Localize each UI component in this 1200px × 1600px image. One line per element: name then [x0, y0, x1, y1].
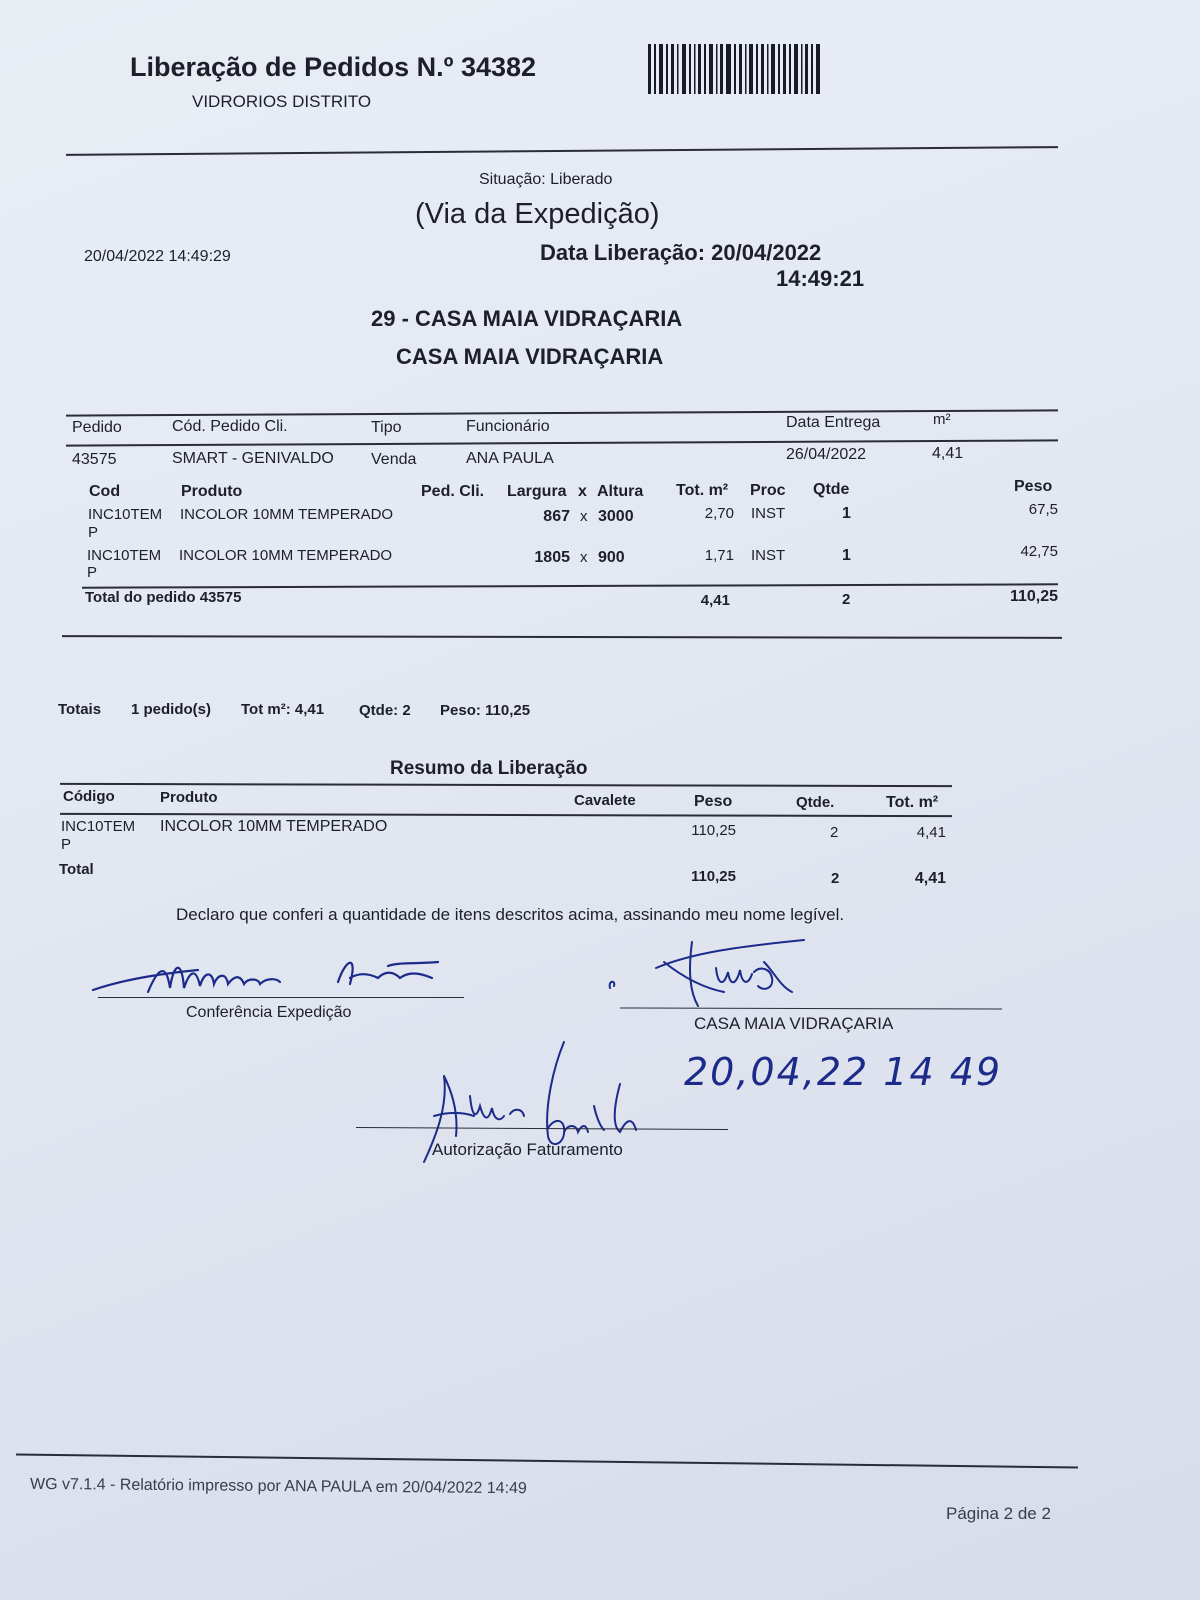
summary-col-cavalete: Cavalete [574, 792, 636, 809]
item-1-cod-cont: P [88, 524, 99, 541]
col-data-entrega: Data Entrega [786, 414, 881, 431]
signature-cliente [604, 922, 834, 1012]
item-1-proc: INST [751, 505, 786, 522]
items-col-tot-m2: Tot. m² [676, 482, 729, 499]
totals-label: Totais [58, 701, 102, 718]
items-col-largura: Largura [507, 483, 567, 500]
item-2-largura: 1805 [534, 549, 570, 566]
item-2-cod-cont: P [87, 564, 98, 581]
summary-total-label: Total [59, 861, 94, 878]
summary-row-peso: 110,25 [691, 822, 736, 839]
col-tipo: Tipo [371, 419, 402, 436]
col-funcionario: Funcionário [466, 418, 550, 435]
items-col-altura: Altura [597, 483, 644, 500]
items-total-rule [82, 583, 1058, 588]
order-total-label: Total do pedido 43575 [85, 589, 242, 606]
summary-col-qtde: Qtde. [796, 794, 835, 811]
items-col-produto: Produto [181, 483, 243, 500]
conferencia-label: Conferência Expedição [186, 1004, 352, 1021]
release-time: 14:49:21 [776, 266, 865, 291]
item-1-qtde: 1 [842, 505, 851, 522]
summary-row-tot-m2: 4,41 [916, 824, 946, 841]
autorizacao-label: Autorização Faturamento [432, 1140, 623, 1159]
items-col-qtde: Qtde [813, 481, 850, 498]
item-1-largura: 867 [543, 508, 570, 525]
item-2-cod: INC10TEM [87, 547, 162, 564]
item-1-tot-m2: 2,70 [704, 505, 734, 522]
item-1-altura: 3000 [598, 508, 634, 525]
client-code-name: 29 - CASA MAIA VIDRAÇARIA [371, 306, 683, 331]
order-cod-cli: SMART - GENIVALDO [172, 450, 334, 467]
item-2-peso: 42,75 [1020, 543, 1058, 560]
summary-total-tot-m2: 4,41 [914, 870, 946, 887]
items-col-peso: Peso [1014, 478, 1053, 495]
item-2-x: x [580, 549, 588, 566]
order-total-m2: 4,41 [700, 592, 730, 609]
item-2-proc: INST [751, 547, 786, 564]
items-col-cod: Cod [89, 483, 121, 500]
declaration-text: Declaro que conferi a quantidade de itens descritos acima, assinando meu nome legível. [176, 905, 845, 924]
order-funcionario: ANA PAULA [466, 450, 554, 467]
items-col-x: x [578, 483, 587, 500]
order-tipo: Venda [371, 451, 417, 468]
printed-datetime: 20/04/2022 14:49:29 [84, 248, 231, 265]
totals-peso: Peso: 110,25 [440, 702, 531, 719]
item-2-tot-m2: 1,71 [704, 547, 734, 564]
cliente-label: CASA MAIA VIDRAÇARIA [694, 1014, 894, 1033]
order-m2: 4,41 [932, 445, 964, 462]
item-2-altura: 900 [598, 549, 625, 566]
footer-rule [16, 1454, 1078, 1469]
company-name: VIDRORIOS DISTRITO [192, 92, 372, 111]
footer-printed-by: WG v7.1.4 - Relatório impresso por ANA PAULA em 20/04/2022 14:49 [29, 1475, 527, 1498]
summary-col-produto: Produto [160, 789, 218, 806]
item-1-peso: 67,5 [1028, 501, 1058, 518]
order-pedido: 43575 [72, 451, 117, 468]
footer-page-number: Página 2 de 2 [946, 1504, 1051, 1523]
col-pedido: Pedido [72, 419, 122, 436]
client-name: CASA MAIA VIDRAÇARIA [396, 344, 664, 369]
header-divider [66, 146, 1058, 155]
summary-total-qtde: 2 [831, 870, 840, 887]
order-total-qtde: 2 [842, 591, 851, 608]
item-1-x: x [580, 508, 588, 525]
summary-top-rule [60, 783, 952, 787]
document-title: Liberação de Pedidos N.º 34382 [130, 52, 537, 82]
summary-row-produto: INCOLOR 10MM TEMPERADO [160, 818, 388, 835]
summary-col-tot-m2: Tot. m² [886, 794, 939, 811]
release-date: Data Liberação: 20/04/2022 [540, 240, 822, 265]
col-m2: m² [933, 411, 951, 428]
order-header-rule [66, 439, 1058, 446]
order-total-peso: 110,25 [1009, 588, 1058, 605]
order-top-rule [66, 409, 1058, 416]
item-2-produto: INCOLOR 10MM TEMPERADO [179, 547, 393, 564]
item-1-cod: INC10TEM [88, 506, 163, 523]
summary-row-cod-cont: P [61, 836, 72, 853]
conferencia-sign-line [98, 997, 464, 998]
totals-pedidos: 1 pedido(s) [131, 701, 212, 718]
status-label: Situação: Liberado [479, 171, 613, 188]
barcode-image [648, 40, 822, 98]
totals-qtde: Qtde: 2 [359, 702, 411, 719]
items-col-ped-cli: Ped. Cli. [421, 483, 485, 500]
item-2-qtde: 1 [842, 547, 851, 564]
item-1-produto: INCOLOR 10MM TEMPERADO [180, 506, 394, 523]
order-data-entrega: 26/04/2022 [786, 446, 867, 463]
summary-header-rule [60, 813, 952, 817]
summary-title: Resumo da Liberação [390, 758, 588, 779]
summary-col-peso: Peso [694, 793, 733, 810]
handwritten-datetime: 20,04,22 14 49 [684, 1050, 1003, 1094]
items-col-proc: Proc [750, 482, 786, 499]
summary-row-qtde: 2 [830, 824, 839, 841]
col-cod-pedido-cli: Cód. Pedido Cli. [172, 418, 288, 435]
order-bottom-rule [62, 635, 1062, 638]
summary-col-codigo: Código [63, 788, 115, 805]
copy-label: (Via da Expedição) [415, 198, 660, 230]
summary-row-cod: INC10TEM [61, 818, 136, 835]
totals-m2: Tot m²: 4,41 [241, 701, 325, 718]
summary-total-peso: 110,25 [690, 868, 736, 885]
